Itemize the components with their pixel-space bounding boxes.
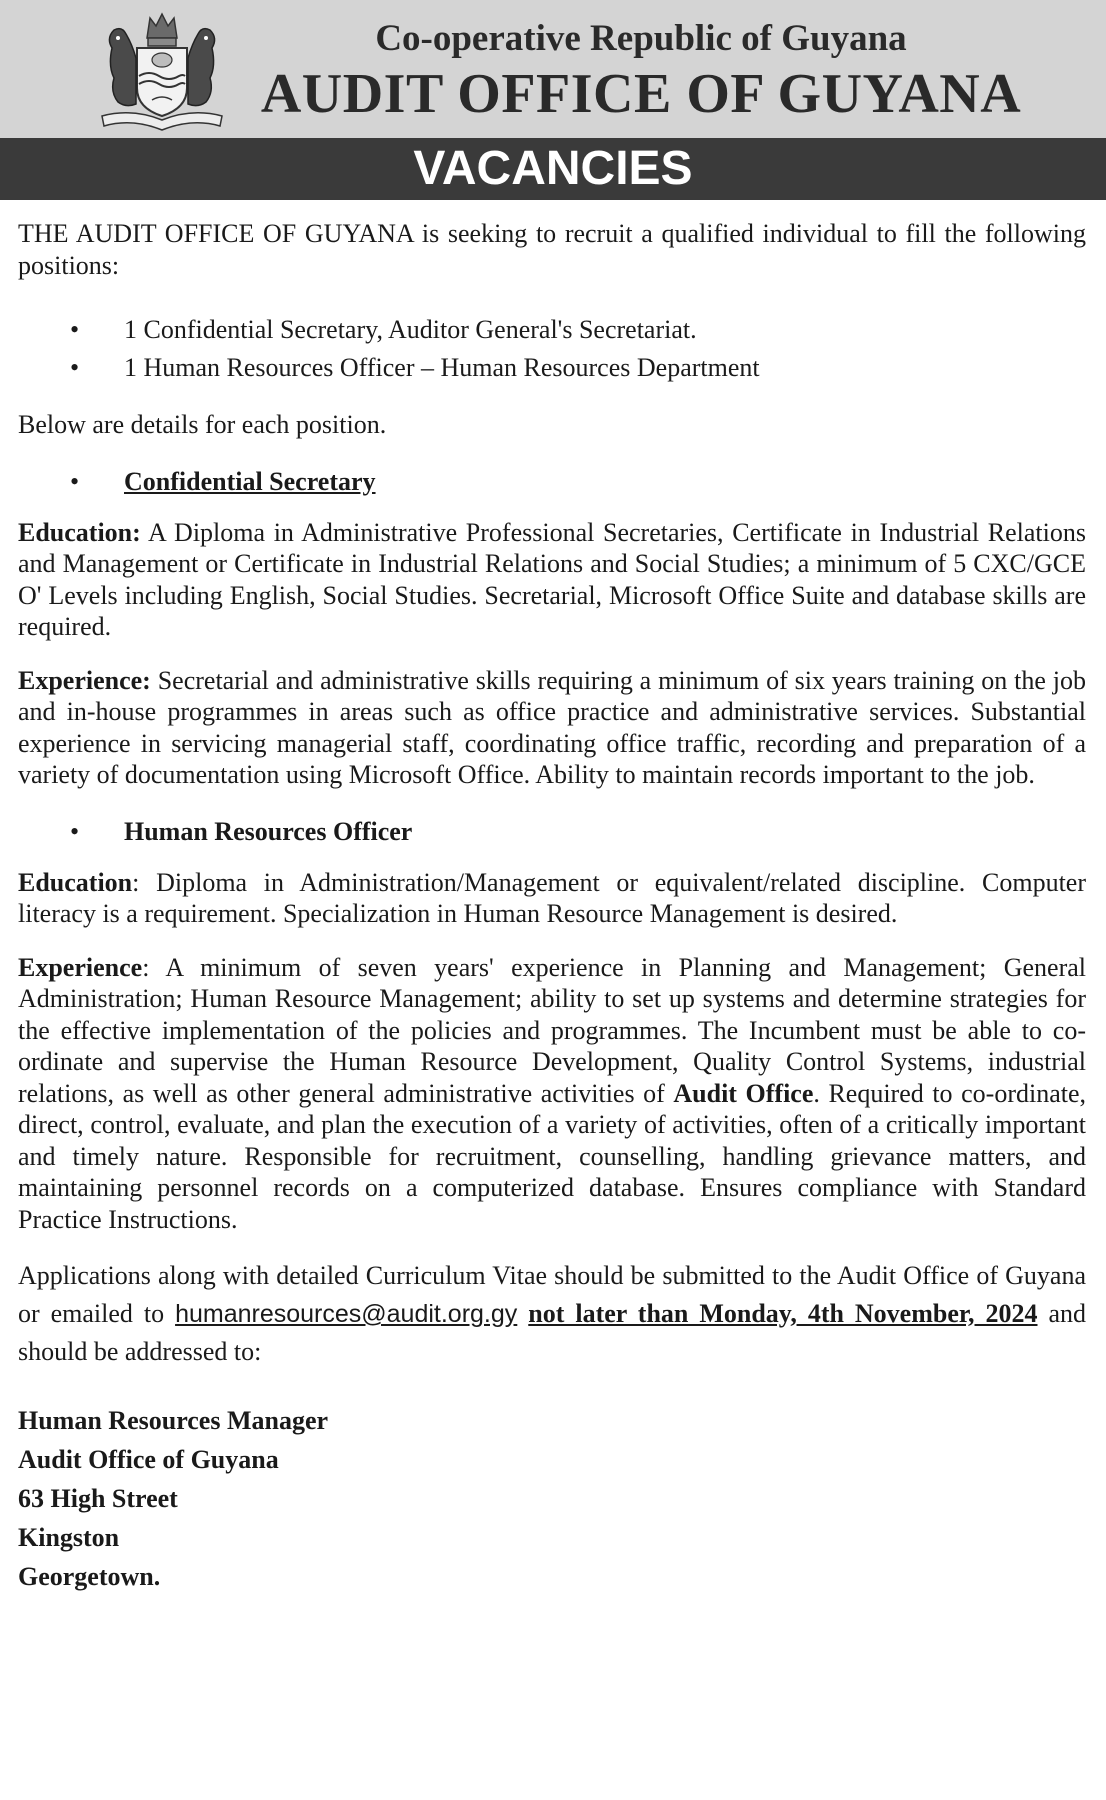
secretary-education [18, 517, 1086, 643]
mailing-address [18, 1401, 1086, 1596]
details-intro: Below are details for each position. [18, 410, 387, 439]
list-item: • 1 Confidential Secretary, Auditor General's Secretariat. [18, 311, 1086, 349]
address-line: Georgetown. [18, 1562, 161, 1591]
education-label: Education [18, 867, 133, 897]
experience-label: Experience [18, 952, 143, 982]
positions-list [18, 311, 1086, 387]
education-text: A Diploma in Administrative Professional Secretaries, Certificate in Industrial Relations and Management or Certificate in Industrial Relations and Social Studies; a minimum of 5 CXC/GCE O' Levels including English, Social Studies. Secretarial, Microsoft Office Suite and database skills are required. [18, 517, 1086, 641]
vacancies-banner: VACANCIES [0, 138, 1106, 200]
notice-body [18, 218, 1086, 1596]
application-text: Applications along with detailed Curriculum Vitae should be submitted to the Audit Office of Guyana or emailed to [18, 1261, 1086, 1328]
experience-text-continued: . Required to co-ordinate, direct, control, evaluate, and plan the execution of a variety of activities, often of a critically important and timely nature. Responsible for recruitment, counselling, handling grievance matters, and maintaining personnel records on a computerized database. Ensures compliance with Standard Practice Instructions. [18, 1078, 1087, 1234]
hr-officer-heading [18, 813, 1086, 851]
address-line: Human Resources Manager [18, 1406, 329, 1435]
deadline: not later than Monday, 4th November, 2024 [528, 1299, 1038, 1328]
intro-paragraph: THE AUDIT OFFICE OF GUYANA is seeking to recruit a qualified individual to fill the following positions: [18, 219, 1086, 280]
education-label: Education: [18, 517, 141, 547]
email-link[interactable]: humanresources@audit.org.gy [175, 1300, 518, 1328]
hr-education [18, 867, 1086, 930]
secretary-experience [18, 665, 1086, 791]
hr-experience [18, 952, 1086, 1236]
address-line: 63 High Street [18, 1484, 178, 1513]
address-line: Audit Office of Guyana [18, 1445, 279, 1474]
experience-bold: Audit Office [673, 1078, 814, 1108]
republic-name: Co-operative Republic of Guyana [375, 18, 907, 59]
guyana-coat-of-arms-icon [92, 8, 232, 132]
experience-text: : A minimum of seven years' experience in Planning and Management; General Administration; Human Resource Management; ability to set up systems and determine strategies for the effective implementation of the policies and programmes. The Incumbent must be able to co-ordinate and supervise the Human Resource Development, Quality Control Systems, industrial relations, as well as other general administrative activities of [18, 952, 1086, 1108]
secretary-title: Confidential Secretary [124, 466, 376, 496]
header [0, 0, 1106, 138]
hr-officer-title: Human Resources Officer [124, 816, 413, 846]
experience-label: Experience: [18, 665, 151, 695]
secretary-heading [18, 463, 1086, 501]
experience-text: Secretarial and administrative skills requiring a minimum of six years training on the job and in-house programmes in areas such as office practice and administrative services. Substantial experience in servicing managerial staff, coordinating office traffic, recording and preparation of a variety of documentation using Microsoft Office. Ability to maintain records important to the job. [18, 665, 1086, 789]
application-text-end: and should be addressed to: [18, 1299, 1087, 1366]
application-paragraph [18, 1257, 1086, 1371]
list-item: • 1 Human Resources Officer – Human Resources Department [18, 349, 1086, 387]
address-line: Kingston [18, 1523, 120, 1552]
office-name: AUDIT OFFICE OF GUYANA [260, 63, 1022, 125]
education-text: : Diploma in Administration/Management or equivalent/related discipline. Computer literacy is a requirement. Specialization in Human Resource Management is desired. [18, 867, 1086, 928]
